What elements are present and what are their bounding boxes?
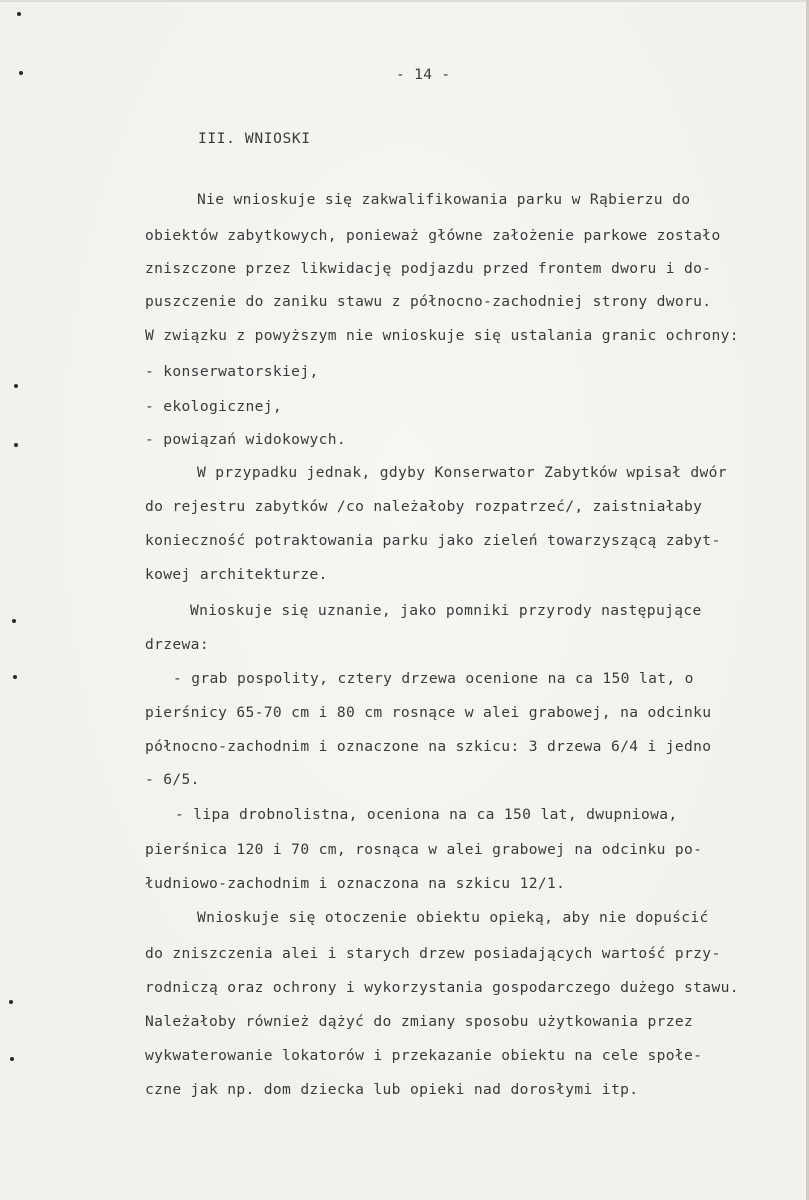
paragraph-line: - 6/5. [145, 771, 200, 788]
binding-hole-mark [14, 443, 18, 447]
paragraph-line: pierśnica 120 i 70 cm, rosnąca w alei grabowej na odcinku po- [145, 841, 703, 858]
paragraph-line: łudniowo-zachodnim i oznaczona na szkicu 12/1. [145, 875, 566, 892]
paragraph-line: Nie wnioskuje się zakwalifikowania parku w Rąbierzu do [197, 191, 691, 208]
page-top-edge [0, 0, 809, 2]
paragraph-line: obiektów zabytkowych, ponieważ główne założenie parkowe zostało [145, 227, 721, 244]
page-number: - 14 - [396, 66, 451, 83]
paragraph-line: puszczenie do zaniku stawu z północno-zachodniej strony dworu. [145, 293, 712, 310]
paragraph-line: do zniszczenia alei i starych drzew posiadających wartość przy- [145, 945, 721, 962]
paragraph-line: kowej architekturze. [145, 566, 328, 583]
binding-hole-mark [12, 619, 16, 623]
list-item: - konserwatorskiej, [145, 363, 319, 380]
list-item: - powiązań widokowych. [145, 431, 346, 448]
section-heading: III. WNIOSKI [198, 130, 311, 147]
paragraph-line: do rejestru zabytków /co należałoby rozpatrzeć/, zaistniałaby [145, 498, 703, 515]
binding-hole-mark [13, 675, 17, 679]
paragraph-line: konieczność potraktowania parku jako zieleń towarzyszącą zabyt- [145, 532, 721, 549]
paragraph-line: zniszczone przez likwidację podjazdu przed frontem dworu i do- [145, 260, 712, 277]
paragraph-line: Wnioskuje się uznanie, jako pomniki przyrody następujące [190, 602, 702, 619]
binding-hole-mark [14, 384, 18, 388]
paragraph-line: pierśnicy 65-70 cm i 80 cm rosnące w alei grabowej, na odcinku [145, 704, 712, 721]
list-item: - grab pospolity, cztery drzewa ocenione na ca 150 lat, o [173, 670, 694, 687]
paragraph-line: W przypadku jednak, gdyby Konserwator Zabytków wpisał dwór [197, 464, 727, 481]
paragraph-line: drzewa: [145, 636, 209, 653]
paragraph-line: W związku z powyższym nie wnioskuje się ustalania granic ochrony: [145, 327, 739, 344]
binding-hole-mark [9, 1000, 13, 1004]
paragraph-line: rodniczą oraz ochrony i wykorzystania gospodarczego dużego stawu. [145, 979, 739, 996]
paragraph-line: wykwaterowanie lokatorów i przekazanie obiektu na cele społe- [145, 1047, 703, 1064]
binding-hole-mark [17, 12, 21, 16]
paragraph-line: Należałoby również dążyć do zmiany sposobu użytkowania przez [145, 1013, 694, 1030]
list-item: - lipa drobnolistna, oceniona na ca 150 lat, dwupniowa, [175, 806, 678, 823]
paragraph-line: Wnioskuje się otoczenie obiektu opieką, aby nie dopuścić [197, 909, 709, 926]
paragraph-line: czne jak np. dom dziecka lub opieki nad dorosłymi itp. [145, 1081, 639, 1098]
list-item: - ekologicznej, [145, 398, 283, 415]
binding-hole-mark [19, 71, 23, 75]
binding-hole-mark [10, 1057, 14, 1061]
paragraph-line: północno-zachodnim i oznaczone na szkicu: 3 drzewa 6/4 i jedno [145, 738, 712, 755]
